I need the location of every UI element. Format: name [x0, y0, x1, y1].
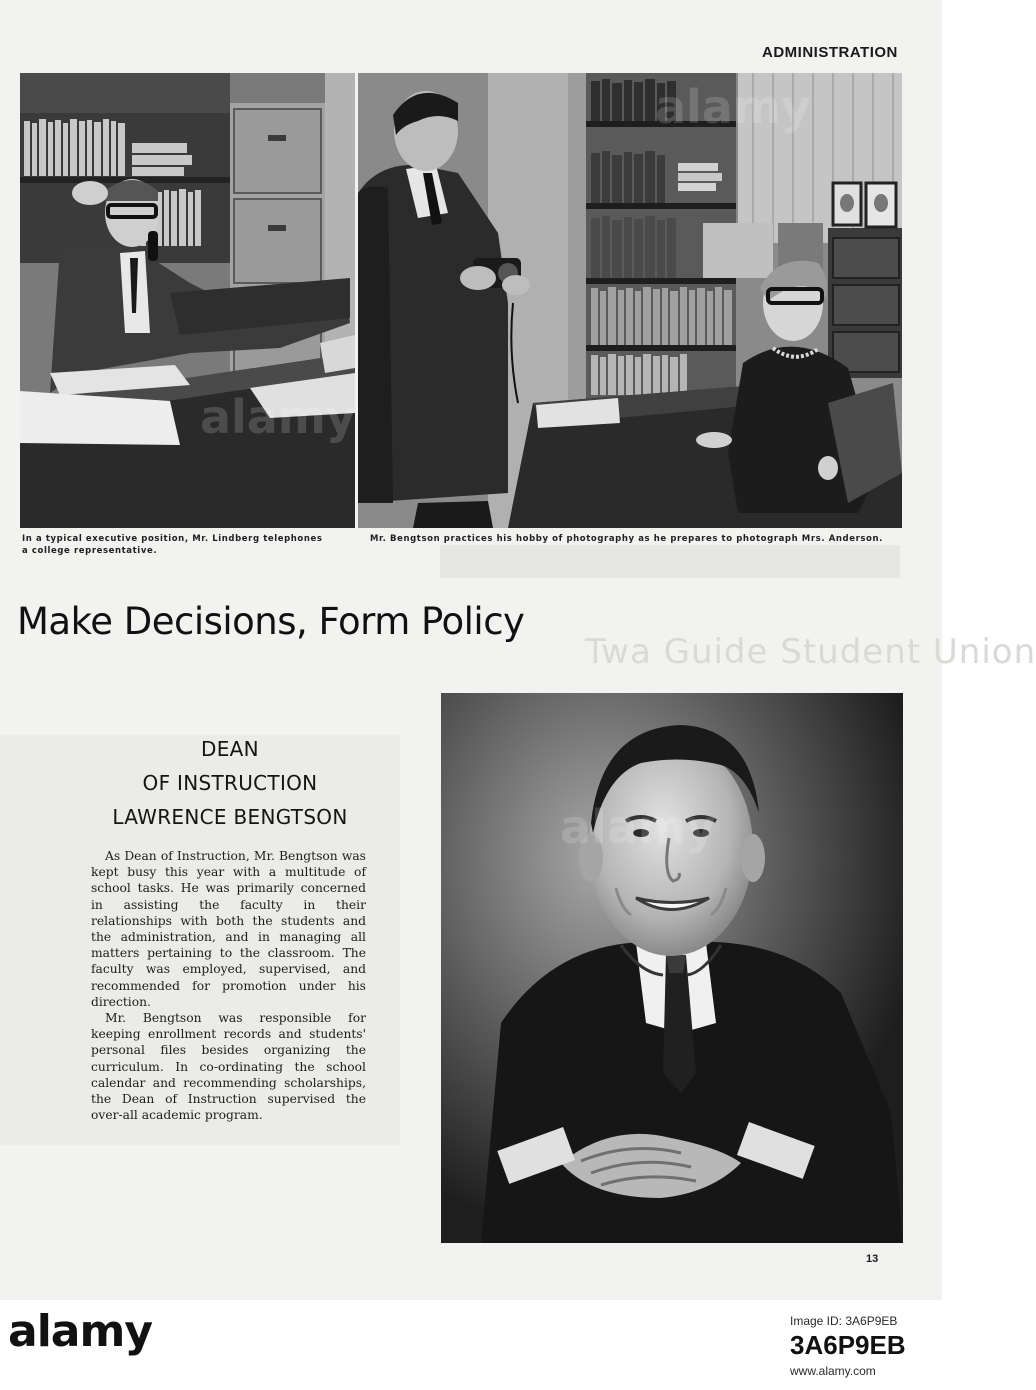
stock-image-id: 3A6P9EB [790, 1330, 906, 1360]
photo-caption-lindberg [22, 533, 352, 557]
photo-bengtson-and-anderson [358, 73, 902, 528]
caption-line: In a typical executive position, Mr. Lindberg telephones [22, 534, 323, 544]
profile-title-line1: DEAN [201, 737, 259, 761]
profile-title-block [60, 732, 400, 834]
bleed-through-text: Twa Guide Student Union [585, 632, 1036, 672]
profile-paragraph: Mr. Bengtson was responsible for keeping enrollment records and students' personal files besides organizing the curriculum. In co-ordinating the school calendar and recommending scholarships, the Dean of Instruction supervised the over-all academic program. [91, 1011, 366, 1123]
stock-image-id-label: Image ID: 3A6P9EB [790, 1314, 898, 1328]
page-headline: Make Decisions, Form Policy [17, 600, 525, 643]
profile-name: LAWRENCE BENGTSON [112, 805, 348, 829]
photo-caption-bengtson: Mr. Bengtson practices his hobby of photography as he prepares to photograph Mrs. Anderson. [370, 534, 883, 544]
bleed-through-band [440, 545, 900, 578]
section-header: ADMINISTRATION [762, 44, 898, 61]
stock-logo: alamy [8, 1306, 152, 1357]
profile-paragraph: As Dean of Instruction, Mr. Bengtson was kept busy this year with a multitude of school tasks. He was primarily concerned in assisting the faculty in their relationships with both the students and the administration, and in managing all matters pertaining to the classroom. The faculty was employed, supervised, and recommended for promotion under his direction. [91, 849, 366, 1009]
stock-url: www.alamy.com [790, 1364, 876, 1378]
photo-lindberg-telephone [20, 73, 355, 528]
portrait-lawrence-bengtson [441, 693, 903, 1243]
profile-body-text [91, 848, 366, 1123]
profile-title-line2: OF INSTRUCTION [142, 771, 318, 795]
caption-line: a college representative. [22, 546, 158, 556]
page-number: 13 [866, 1253, 879, 1265]
